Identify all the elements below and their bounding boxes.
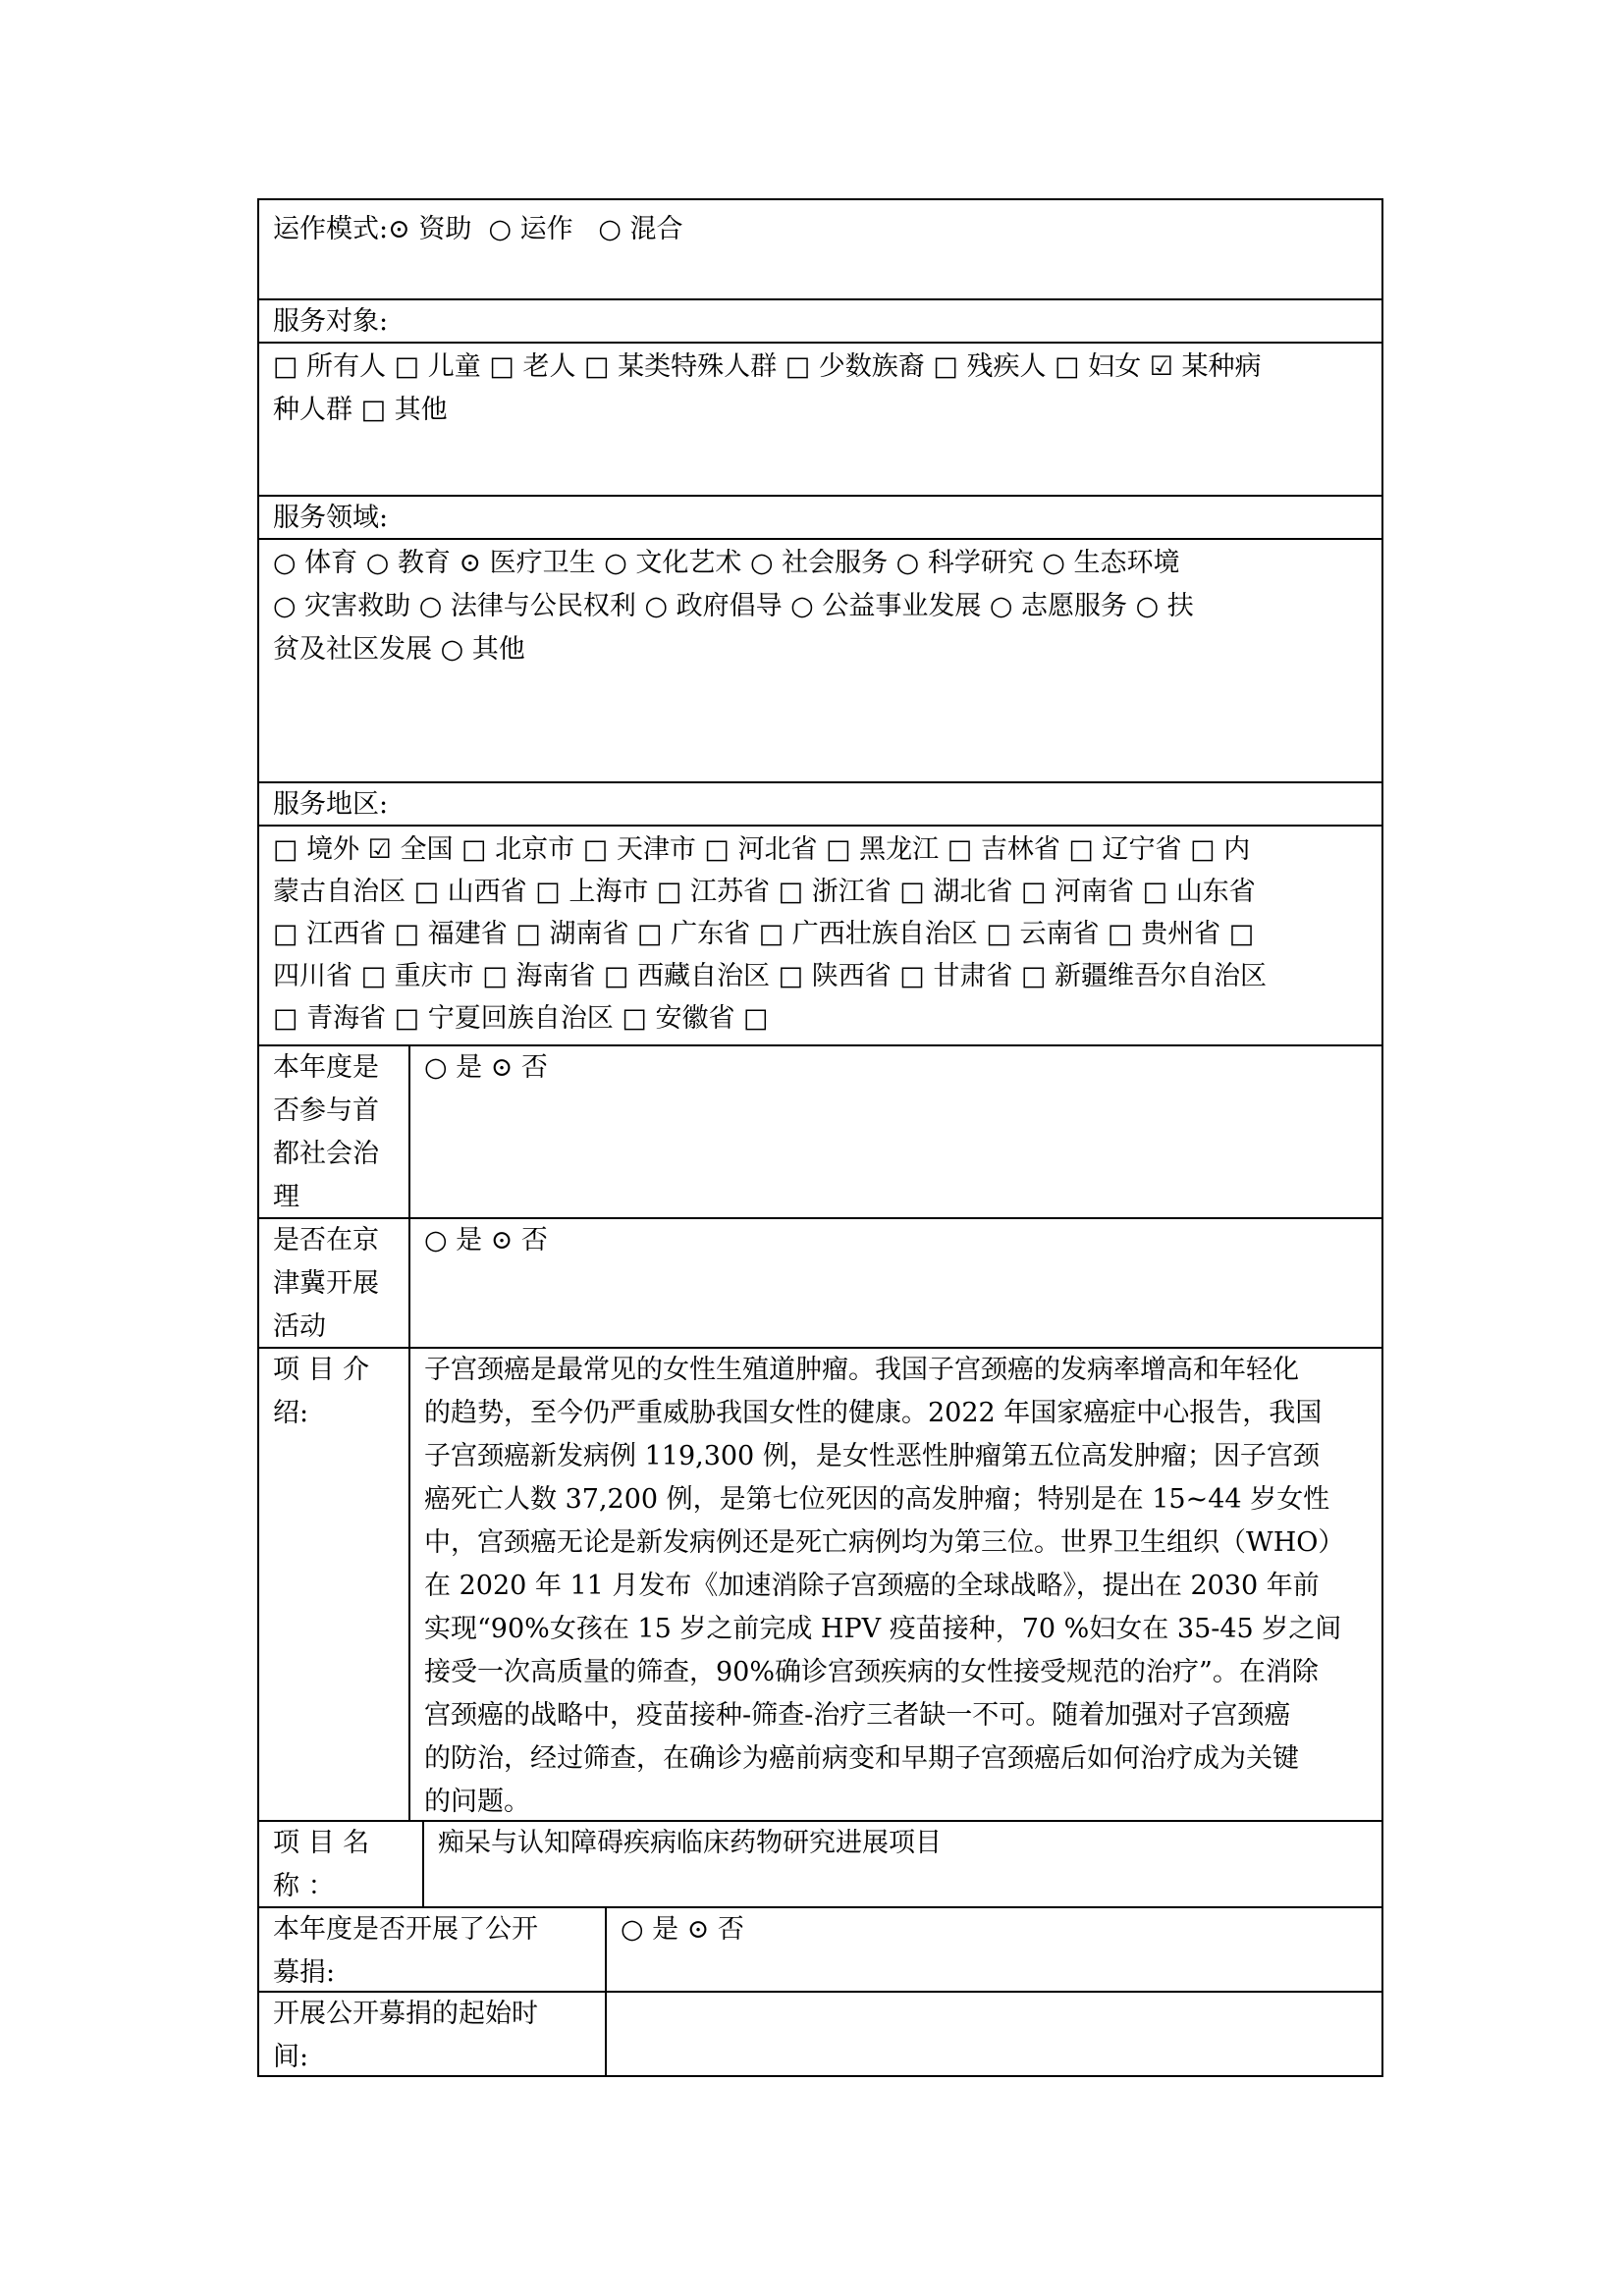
public-fundraising-label: 本年度是否开展了公开 募捐:	[257, 1906, 607, 1993]
public-fundraising-radios[interactable]: ○ 是 ⊙ 否	[621, 1914, 744, 1945]
project-intro-text: 子宫颈癌是最常见的女性生殖道肿瘤。我国子宫颈癌的发病率增高和年轻化 的趋势，至今仍严重威胁我国女性的健康。2022 年国家癌症中心报告，我国 子宫颈癌新发病例 119,300 例，是女性恶性肿瘤第五位高发肿瘤；因子宫颈 癌死亡人数 37,200 例，是第七位死因的高发肿瘤；特别是在 15~44 岁女性 中，宫颈癌无论是新发病例还是死亡病例均为第三位。世界卫生组织（WHO） 在 2020 年 11 月发布《加速消除子宫颈癌的全球战略》，提出在 2030 年前 实现“90%女孩在 15 岁之前完成 HPV 疫苗接种，70 %妇女在 35-45 岁之间 接受一次高质量的筛查，90%确诊宫颈疾病的女性接受规范的治疗”。在消除 宫颈癌的战略中，疫苗接种-筛查-治疗三者缺一不可。随着加强对子宫颈癌 的防治，经过筛查，在确诊为癌前病变和早期子宫颈癌后如何治疗成为关键 的问题。	[408, 1347, 1383, 1822]
jingjinji-label: 是否在京 津冀开展 活动	[257, 1217, 410, 1349]
operation-mode-row	[257, 198, 1383, 300]
service-region-options[interactable]	[257, 825, 1383, 1046]
service-target-label-row	[257, 298, 1383, 344]
service-region-line-3[interactable]: □ 江西省 □ 福建省 □ 湖南省 □ 广东省 □ 广西壮族自治区 □ 云南省 □ 贵州省 □	[273, 919, 1255, 949]
service-field-line-2[interactable]: ○ 灾害救助 ○ 法律与公民权利 ○ 政府倡导 ○ 公益事业发展 ○ 志愿服务 ○ 扶	[273, 591, 1194, 621]
service-region-label-row	[257, 781, 1383, 827]
service-target-line-1[interactable]: □ 所有人 □ 儿童 □ 老人 □ 某类特殊人群 □ 少数族裔 □ 残疾人 □ 妇女 ☑ 某种病	[273, 351, 1262, 382]
fundraising-start-value[interactable]	[605, 1991, 1383, 2077]
radio-operating[interactable]: ○ 运作	[488, 214, 573, 244]
public-fundraising-value[interactable]	[605, 1906, 1383, 1993]
fundraising-start-label: 开展公开募捐的起始时 间:	[257, 1991, 607, 2077]
project-intro-label: 项 目 介 绍:	[257, 1347, 410, 1822]
project-name-label: 项 目 名 称 ：	[257, 1820, 424, 1908]
jingjinji-value[interactable]	[408, 1217, 1383, 1349]
service-region-line-4[interactable]: 四川省 □ 重庆市 □ 海南省 □ 西藏自治区 □ 陕西省 □ 甘肃省 □ 新疆维吾尔自治区	[273, 961, 1268, 991]
service-field-label-row	[257, 495, 1383, 540]
service-region-line-5[interactable]: □ 青海省 □ 宁夏回族自治区 □ 安徽省 □	[273, 1003, 769, 1034]
service-region-line-2[interactable]: 蒙古自治区 □ 山西省 □ 上海市 □ 江苏省 □ 浙江省 □ 湖北省 □ 河南省 □ 山东省	[273, 877, 1256, 907]
service-field-label: 服务领域:	[273, 503, 389, 533]
operation-mode-label: 运作模式:	[273, 214, 389, 244]
service-target-label: 服务对象:	[273, 306, 389, 337]
capital-governance-radios[interactable]: ○ 是 ⊙ 否	[424, 1052, 548, 1083]
capital-governance-value[interactable]	[408, 1044, 1383, 1219]
capital-governance-label: 本年度是 否参与首 都社会治 理	[257, 1044, 410, 1219]
service-field-line-3[interactable]: 贫及社区发展 ○ 其他	[273, 634, 525, 665]
service-region-line-1[interactable]: □ 境外 ☑ 全国 □ 北京市 □ 天津市 □ 河北省 □ 黑龙江 □ 吉林省 □ 辽宁省 □ 内	[273, 834, 1251, 865]
service-target-options[interactable]	[257, 342, 1383, 497]
service-field-line-1[interactable]: ○ 体育 ○ 教育 ⊙ 医疗卫生 ○ 文化艺术 ○ 社会服务 ○ 科学研究 ○ 生态环境	[273, 548, 1180, 578]
project-name-text: 痴呆与认知障碍疾病临床药物研究进展项目	[438, 1828, 942, 1858]
service-region-label: 服务地区:	[273, 789, 389, 820]
service-field-options[interactable]	[257, 538, 1383, 783]
jingjinji-radios[interactable]: ○ 是 ⊙ 否	[424, 1225, 548, 1255]
service-target-line-2[interactable]: 种人群 □ 其他	[273, 395, 448, 425]
radio-funding[interactable]: ⊙ 资助	[388, 214, 472, 244]
project-name-value	[422, 1820, 1383, 1908]
radio-mixed[interactable]: ○ 混合	[598, 214, 683, 244]
